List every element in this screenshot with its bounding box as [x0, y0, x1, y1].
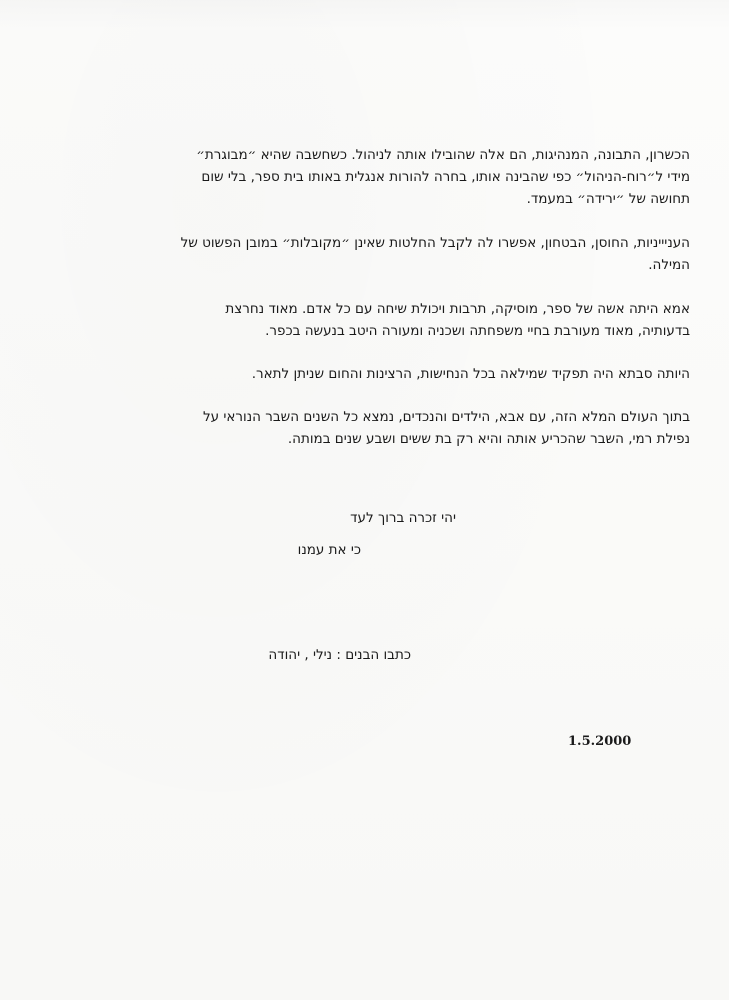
closing-remembrance: כי את עמנו	[297, 542, 361, 558]
paragraph-line: תחושה של ״ירידה״ במעמד.	[526, 191, 690, 207]
paragraph-line: מידי ל״רוח-הניהול״ כפי שהבינה אותו, בחרה להורות אנגלית באותו בית ספר, בלי שום	[201, 169, 690, 185]
paragraph-loss	[100, 406, 690, 450]
scan-shading	[0, 0, 729, 30]
paragraph-line: בדעותיה, מאוד מעורבת בחיי משפחתה ושכניה ומעורה היטב בנעשה בכפר.	[265, 323, 690, 339]
letter-date: 1.5.2000	[568, 734, 632, 749]
paragraph-line: בתוך העולם המלא הזה, עם אבא, הילדים והנכדים, נמצא כל השנים השבר הנוראי על	[202, 409, 690, 425]
paragraph-line: נפילת רמי, השבר שהכריע אותה והיא רק בת ששים ושבע שנים במותה.	[287, 431, 690, 447]
signature-line: כתבו הבנים : נילי , יהודה	[268, 647, 411, 663]
paragraph-grandmother	[100, 363, 690, 385]
paragraph-line: המילה.	[648, 257, 690, 273]
paragraph-line: היותה סבתא היה תפקיד שמילאה בכל הנחישות, הרצינות והחום שניתן לתאר.	[251, 366, 690, 382]
closing-blessing: יהי זכרה ברוך לעד	[350, 510, 456, 526]
paragraph-culture	[100, 298, 690, 342]
paragraph-decisions	[100, 232, 690, 276]
paragraph-leadership	[100, 144, 690, 210]
paragraph-line: העניייניות, החוסן, הבטחון, אפשרו לה לקבל החלטות שאינן ״מקובלות״ במובן הפשוט של	[180, 235, 690, 251]
paragraph-line: אמא היתה אשה של ספר, מוסיקה, תרבות ויכולת שיחה עם כל אדם. מאוד נחרצת	[225, 301, 690, 317]
paragraph-line: הכשרון, התבונה, המנהיגות, הם אלה שהובילו אותה לניהול. כשחשבה שהיא ״מבוגרת״	[196, 147, 690, 163]
